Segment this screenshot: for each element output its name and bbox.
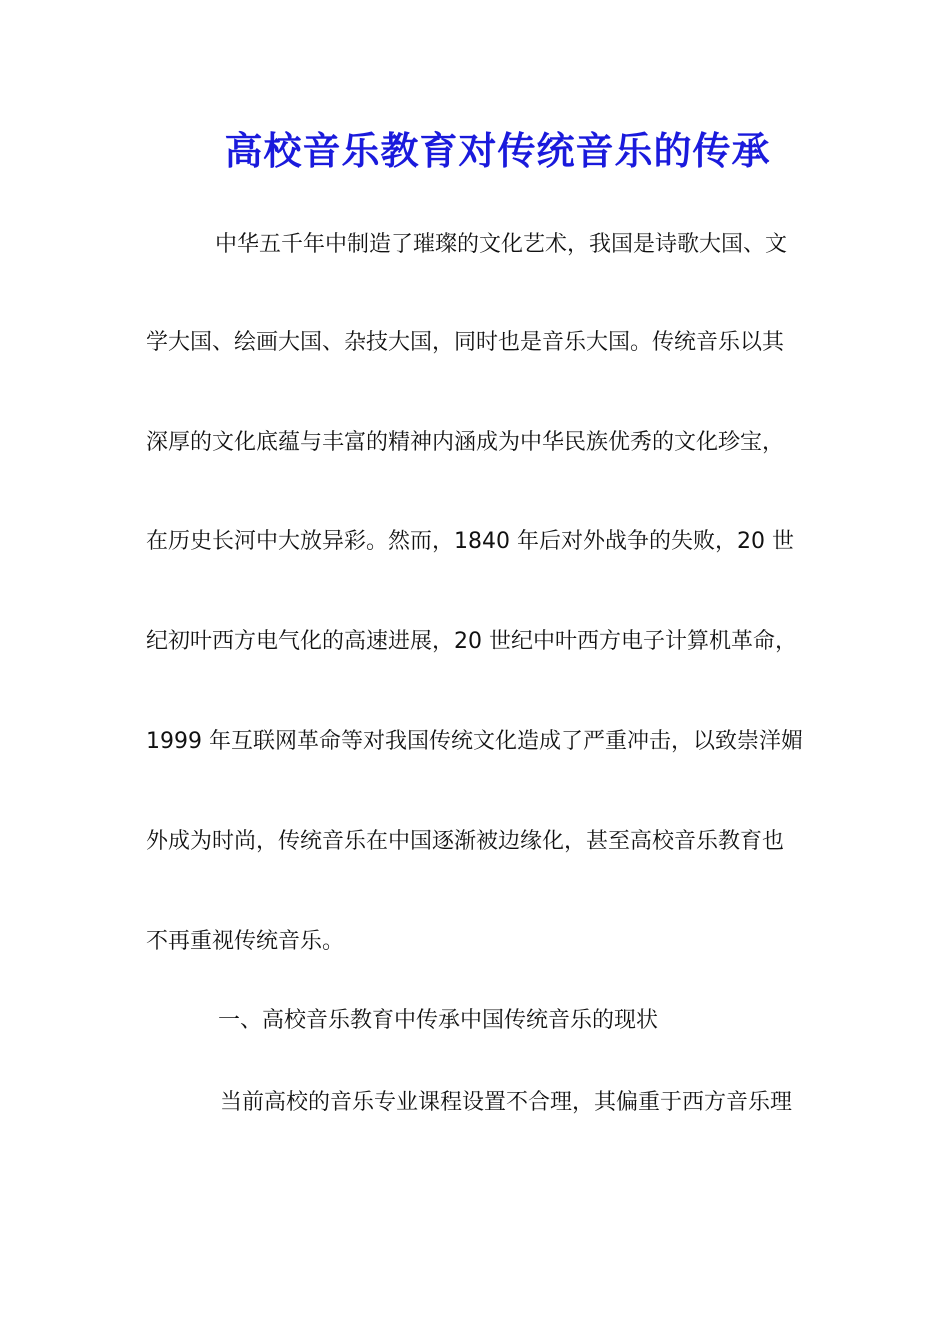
paragraph-line: 1999 年互联网革命等对我国传统文化造成了严重冲击，以致崇洋媚 bbox=[146, 729, 803, 754]
paragraph-line: 中华五千年中制造了璀璨的文化艺术，我国是诗歌大国、文 bbox=[215, 232, 788, 257]
paragraph-line: 当前高校的音乐专业课程设置不合理，其偏重于西方音乐理 bbox=[220, 1090, 793, 1115]
section-heading: 一、高校音乐教育中传承中国传统音乐的现状 bbox=[218, 1008, 659, 1033]
paragraph-line: 深厚的文化底蕴与丰富的精神内涵成为中华民族优秀的文化珍宝， bbox=[146, 430, 785, 455]
document-title: 高校音乐教育对传统音乐的传承 bbox=[224, 128, 771, 173]
paragraph-line: 在历史长河中大放异彩。然而，1840 年后对外战争的失败，20 世 bbox=[146, 529, 794, 554]
paragraph-line: 学大国、绘画大国、杂技大国，同时也是音乐大国。传统音乐以其 bbox=[146, 330, 785, 355]
paragraph-line: 纪初叶西方电气化的高速进展，20 世纪中叶西方电子计算机革命， bbox=[146, 629, 797, 654]
paragraph-line: 不再重视传统音乐。 bbox=[146, 929, 345, 954]
paragraph-line: 外成为时尚，传统音乐在中国逐渐被边缘化，甚至高校音乐教育也 bbox=[146, 829, 785, 854]
